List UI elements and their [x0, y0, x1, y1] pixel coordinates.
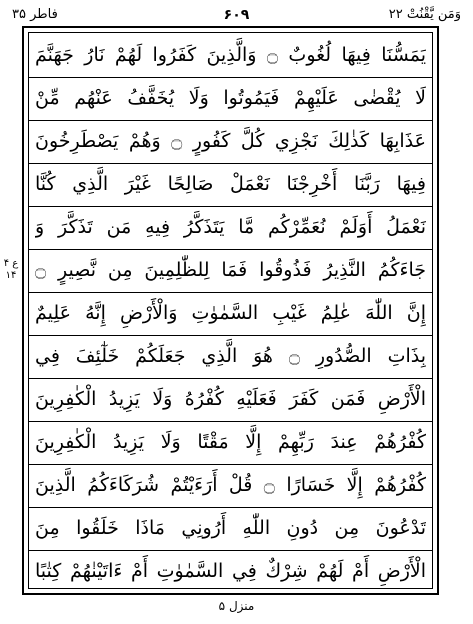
verse-line-5: نَعْمَلُ أَوَلَمْ نُعَمِّرْكُم مَّا يَتَذَكَّرُ فِيهِ مَن تَذَكَّرَ وَ	[35, 216, 426, 238]
juz-name: وَمَن يَّقْنُتْ ۲۲	[388, 7, 461, 22]
verse-line-12: تَدْعُونَ مِن دُونِ اللّٰهِ أَرُونِي مَاذَا خَلَقُوا مِنَ	[35, 517, 426, 539]
verse-line-4: فِيهَا رَبَّنَا أَخْرِجْنَا نَعْمَلْ صَالِحًا غَيْرَ الَّذِي كُنَّا	[35, 173, 426, 195]
verse-line-8: بِذَاتِ الصُّدُورِ ۝ هُوَ الَّذِي جَعَلَكُمْ خَلٰٓئِفَ فِي	[35, 345, 426, 367]
verse-line-11: كُفْرُهُمْ إِلَّا خَسَارًا ۝ قُلْ أَرَءَيْتُمْ شُرَكَاءَكُمُ الَّذِينَ	[35, 474, 426, 496]
verse-line-3: عَذَابِهَا كَذٰلِكَ نَجْزِي كُلَّ كَفُورٍ ۝ وَهُمْ يَصْطَرِخُونَ	[35, 130, 426, 152]
verse-line-9: الْأَرْضِ فَمَن كَفَرَ فَعَلَيْهِ كُفْرُهُ وَلَا يَزِيدُ الْكٰفِرِينَ	[35, 388, 426, 410]
page-header	[10, 6, 463, 26]
text-area	[28, 32, 433, 589]
verse-line-2: لَا يُقْضٰى عَلَيْهِمْ فَيَمُوتُوا وَلَا يُخَفَّفُ عَنْهُم مِّنْ	[35, 87, 426, 109]
verse-line-1: يَمَسُّنَا فِيهَا لُغُوبٌ ۝ وَالَّذِينَ كَفَرُوا لَهُمْ نَارُ جَهَنَّمَ	[35, 44, 426, 66]
verse-line-10: كُفْرُهُمْ عِندَ رَبِّهِمْ إِلَّا مَقْتًا وَلَا يَزِيدُ الْكٰفِرِينَ	[35, 431, 426, 453]
verse-line-13: الْأَرْضِ أَمْ لَهُمْ شِرْكٌ فِي السَّمٰوٰتِ أَمْ ءَاتَيْنٰهُمْ كِتٰبًا	[35, 560, 426, 582]
verse-line-6: جَاءَكُمُ النَّذِيرُ فَذُوقُوا فَمَا لِلظّٰلِمِينَ مِن نَّصِيرٍ ۝	[35, 259, 426, 281]
manzil-marker: منزل ۵	[218, 599, 255, 613]
verse-line-7: إِنَّ اللّٰهَ عٰلِمُ غَيْبِ السَّمٰوٰتِ وَالْأَرْضِ إِنَّهُ عَلِيمٌ	[35, 302, 426, 324]
page-number: ۶۰۹	[223, 7, 250, 23]
surah-name: فاطر ۳۵	[12, 7, 58, 22]
ruku-marker: ع ۴ ۱۴	[3, 258, 19, 281]
page-frame	[22, 26, 439, 595]
